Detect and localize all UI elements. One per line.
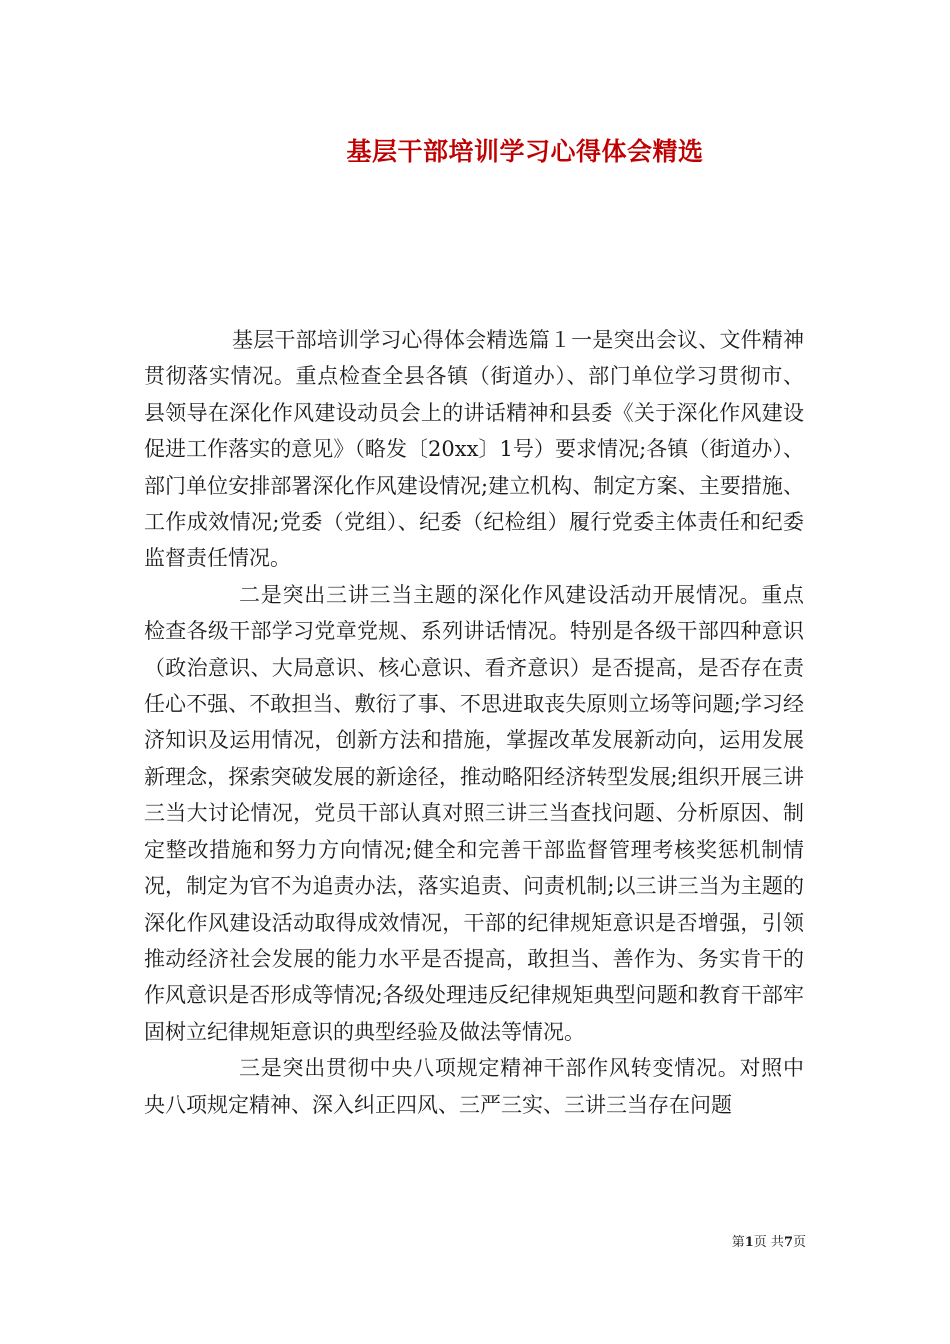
- document-title: 基层干部培训学习心得体会精选: [346, 137, 704, 166]
- page-number-footer: [732, 1231, 806, 1250]
- total-pages-number: 7: [783, 1235, 793, 1250]
- footer-suffix: 页: [792, 1235, 806, 1250]
- footer-middle: 页 共: [753, 1235, 784, 1250]
- footer-prefix: 第: [731, 1235, 745, 1250]
- current-page-number: 1: [744, 1235, 754, 1250]
- paragraph-3: 三是突出贯彻中央八项规定精神干部作风转变情况。对照中央八项规定精神、深入纠正四风、三严三实、三讲三当存在问题: [144, 1056, 804, 1117]
- paragraph-1: 基层干部培训学习心得体会精选篇１一是突出会议、文件精神贯彻落实情况。重点检查全县各镇（街道办）、部门单位学习贯彻市、县领导在深化作风建设动员会上的讲话精神和县委《关于深化作风建设促进工作落实的意见》（略发〔20xx〕1号）要求情况;各镇（街道办）、部门单位安排部署深化作风建设情况;建立机构、制定方案、主要措施、工作成效情况;党委（党组）、纪委（纪检组）履行党委主体责任和纪委监督责任情况。: [144, 328, 804, 571]
- document-body: [144, 322, 804, 1123]
- paragraph-2: 二是突出三讲三当主题的深化作风建设活动开展情况。重点检查各级干部学习党章党规、系列讲话情况。特别是各级干部四种意识（政治意识、大局意识、核心意识、看齐意识）是否提高，是否存在责任心不强、不敢担当、敷衍了事、不思进取丧失原则立场等问题;学习经济知识及运用情况，创新方法和措施，掌握改革发展新动向，运用发展新理念，探索突破发展的新途径，推动略阳经济转型发展;组织开展三讲三当大讨论情况，党员干部认真对照三讲三当查找问题、分析原因、制定整改措施和努力方向情况;健全和完善干部监督管理考核奖惩机制情况，制定为官不为追责办法，落实追责、问责机制;以三讲三当为主题的深化作风建设活动取得成效情况，干部的纪律规矩意识是否增强，引领推动经济社会发展的能力水平是否提高，敢担当、善作为、务实肯干的作风意识是否形成等情况;各级处理违反纪律规矩典型问题和教育干部牢固树立纪律规矩意识的典型经验及做法等情况。: [144, 582, 804, 1044]
